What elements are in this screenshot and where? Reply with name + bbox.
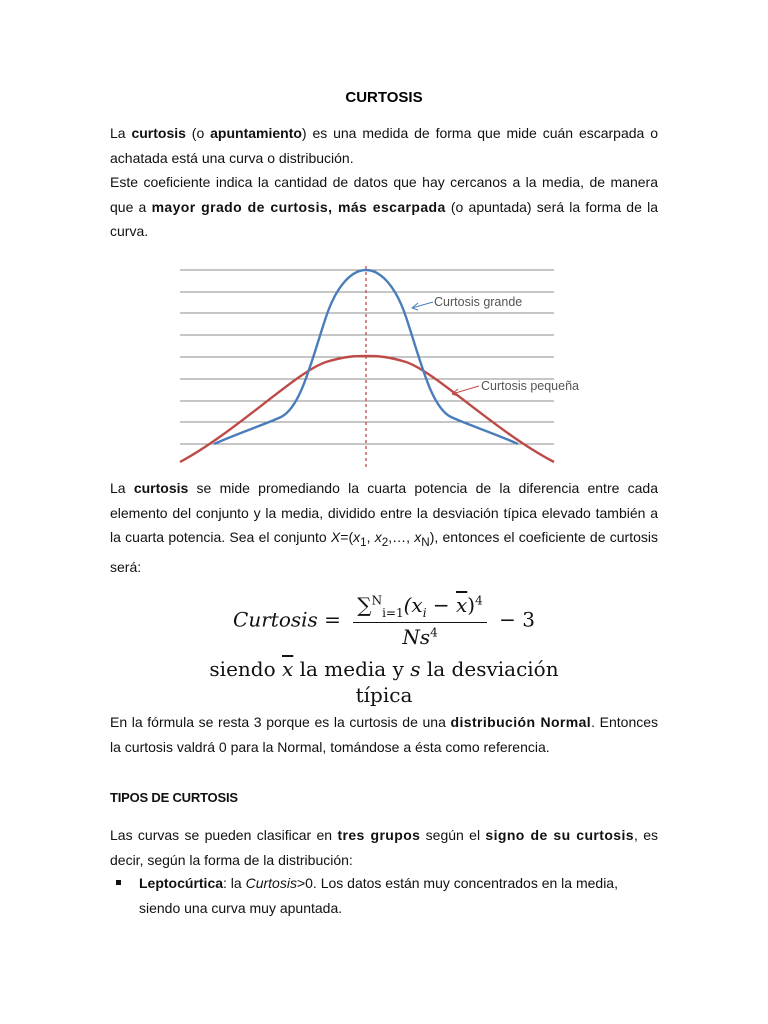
text-run: , — [366, 529, 375, 545]
sum-symbol: ∑ — [357, 593, 372, 617]
text-run: la media y — [293, 657, 411, 681]
text-run: =( — [340, 529, 354, 545]
bold-term: mayor grado de curtosis, más escarpada — [151, 198, 446, 215]
text-run: la desviación — [420, 657, 559, 681]
math-sub: 2 — [381, 535, 389, 549]
formula-term: Ns — [402, 625, 431, 649]
label-curtosis-grande: Curtosis grande — [434, 295, 523, 309]
text-run: ), entonces el coeficiente de curtosis será: — [110, 529, 659, 576]
list-item-leptocurtica — [110, 871, 658, 920]
text-run: según el — [420, 827, 486, 843]
formula-denominator — [353, 623, 486, 649]
text-run: típica — [355, 683, 413, 707]
formula-note — [0, 656, 768, 708]
text-run: ) es una medida de forma que mide cuán escarpada o achatada está una curva o distribución. — [110, 125, 658, 166]
text-run: La — [110, 125, 132, 141]
kurtosis-types-list — [110, 871, 658, 920]
curtosis-formula — [0, 593, 768, 649]
formula-tail: − 3 — [492, 607, 535, 632]
text-run: , es decir, según la forma de la distribución: — [110, 827, 658, 868]
text-run: se mide promediando la cuarta potencia de la diferencia entre cada elemento del conjunto y la media, dividido entre la desviación típica elevado también a la cuarta potencia. Sea el conjunto — [110, 480, 658, 545]
math-var: x — [414, 529, 422, 545]
math-sub: N — [421, 535, 430, 549]
math-var: X — [330, 529, 341, 545]
section-heading: TIPOS DE CURTOSIS — [110, 790, 238, 805]
bold-term: curtosis — [133, 480, 189, 496]
math-var: s — [410, 657, 421, 681]
bold-term: distribución Normal — [450, 714, 592, 730]
classification-paragraph — [110, 823, 658, 872]
formula-lhs: Curtosis — [233, 607, 318, 632]
formula-sub: i — [422, 606, 427, 620]
formula-xbar: $\overline{x}$ — [456, 593, 468, 617]
italic-term: Curtosis — [245, 875, 297, 891]
text-run: : la — [223, 875, 246, 891]
text-run: siendo — [209, 657, 282, 681]
formula-eq: = — [317, 607, 348, 632]
sum-lower: i=1 — [382, 606, 404, 620]
intro-paragraph — [110, 121, 658, 244]
math-sub: 1 — [360, 535, 367, 549]
formula-numerator — [353, 593, 486, 623]
page-title: CURTOSIS — [345, 89, 423, 106]
bold-term: curtosis — [131, 125, 186, 141]
text-run: . Entonces la curtosis valdrá 0 para la Normal, tomándose a ésta como referencia. — [110, 714, 659, 755]
formula-power: 4 — [430, 625, 438, 640]
bullet-square-icon — [116, 880, 121, 885]
text-run: Este coeficiente indica la cantidad de datos que hay cercanos a la media, de manera que a — [110, 174, 658, 215]
bold-term: apuntamiento — [210, 125, 302, 141]
normal-reference-paragraph — [110, 710, 658, 759]
formula-power: 4 — [475, 593, 483, 608]
text-run: En la fórmula se resta 3 porque es la curtosis de una — [110, 714, 451, 730]
definition-paragraph — [110, 476, 658, 580]
text-run: ,…, — [388, 529, 415, 545]
kurtosis-chart — [176, 262, 579, 472]
text-run: (o — [185, 125, 211, 141]
formula-minus: − — [426, 593, 457, 617]
formula-term: (x — [403, 593, 423, 617]
formula-paren: ) — [467, 593, 476, 617]
text-run: La — [110, 480, 134, 496]
bold-term: Leptocúrtica — [139, 875, 224, 891]
text-run: Las curvas se pueden clasificar en — [110, 827, 338, 843]
math-var: x — [353, 529, 361, 545]
text-run: (o apuntada) será la forma de la curva. — [110, 198, 658, 239]
text-run: >0. Los datos están muy concentrados en la media, siendo una curva muy apuntada. — [139, 875, 618, 916]
bold-term: signo de su curtosis — [485, 827, 634, 843]
sum-upper: N — [371, 593, 383, 608]
label-curtosis-pequena: Curtosis pequeña — [481, 379, 579, 393]
math-var: $\overline{x}$ — [281, 657, 294, 681]
bold-term: tres grupos — [337, 827, 421, 843]
curve-curtosis-pequena — [180, 356, 554, 462]
formula-fraction — [353, 593, 486, 649]
math-var: x — [374, 529, 382, 545]
